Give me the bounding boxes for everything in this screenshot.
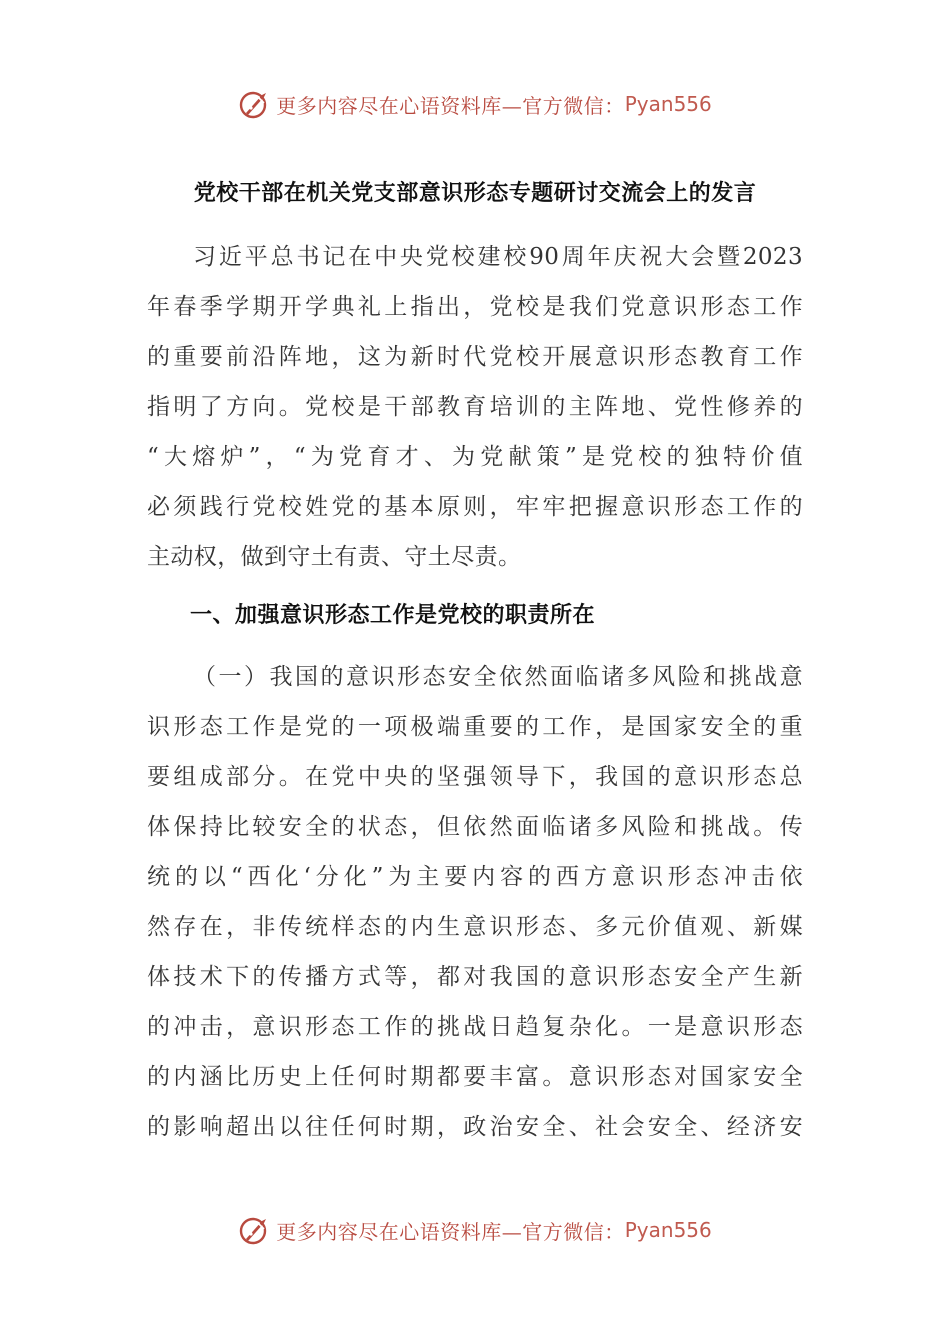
text-line: 体保持比较安全的状态，但依然面临诸多风险和挑战。传	[147, 814, 803, 840]
banner-wechat-id: Pyan556	[624, 92, 712, 116]
document-title: 党校干部在机关党支部意识形态专题研讨交流会上的发言	[193, 180, 757, 206]
banner-text: 更多内容尽在心语资料库—官方微信：	[276, 93, 625, 118]
paragraph-intro	[147, 232, 803, 582]
text-line: 年春季学期开学典礼上指出，党校是我们党意识形态工作	[147, 294, 803, 320]
text-line: 识形态工作是党的一项极端重要的工作，是国家安全的重	[147, 714, 803, 740]
paragraph-section1	[147, 652, 803, 1152]
text-line: 然存在，非传统样态的内生意识形态、多元价值观、新媒	[147, 914, 803, 940]
text-line: 的冲击，意识形态工作的挑战日趋复杂化。一是意识形态	[147, 1014, 803, 1040]
text-line: “大熔炉”，“为党育才、为党献策”是党校的独特价值	[147, 444, 803, 470]
text-line: 指明了方向。党校是干部教育培训的主阵地、党性修养的	[147, 394, 803, 420]
text-line: 习近平总书记在中央党校建校90周年庆祝大会暨2023	[193, 244, 803, 270]
banner-wechat-id: Pyan556	[624, 1218, 712, 1242]
text-line: 的内涵比历史上任何时期都要丰富。意识形态对国家安全	[147, 1064, 803, 1090]
text-line: （一）我国的意识形态安全依然面临诸多风险和挑战意	[193, 664, 803, 690]
text-line: 的影响超出以往任何时期，政治安全、社会安全、经济安	[147, 1114, 803, 1140]
section-heading: 一、加强意识形态工作是党校的职责所在	[190, 602, 596, 628]
text-line: 必须践行党校姓党的基本原则，牢牢把握意识形态工作的	[147, 494, 803, 520]
footer-banner	[0, 1210, 950, 1250]
header-banner	[0, 84, 950, 124]
pen-nib-circle-icon	[238, 1213, 272, 1247]
pen-nib-circle-icon	[238, 87, 272, 121]
text-line: 体技术下的传播方式等，都对我国的意识形态安全产生新	[147, 964, 803, 990]
text-line: 统的以“西化‘分化”为主要内容的西方意识形态冲击依	[147, 864, 803, 890]
text-line: 要组成部分。在党中央的坚强领导下，我国的意识形态总	[147, 764, 803, 790]
text-line: 的重要前沿阵地，这为新时代党校开展意识形态教育工作	[147, 344, 803, 370]
banner-text: 更多内容尽在心语资料库—官方微信：	[276, 1219, 625, 1244]
text-line: 主动权，做到守土有责、守土尽责。	[147, 544, 522, 570]
